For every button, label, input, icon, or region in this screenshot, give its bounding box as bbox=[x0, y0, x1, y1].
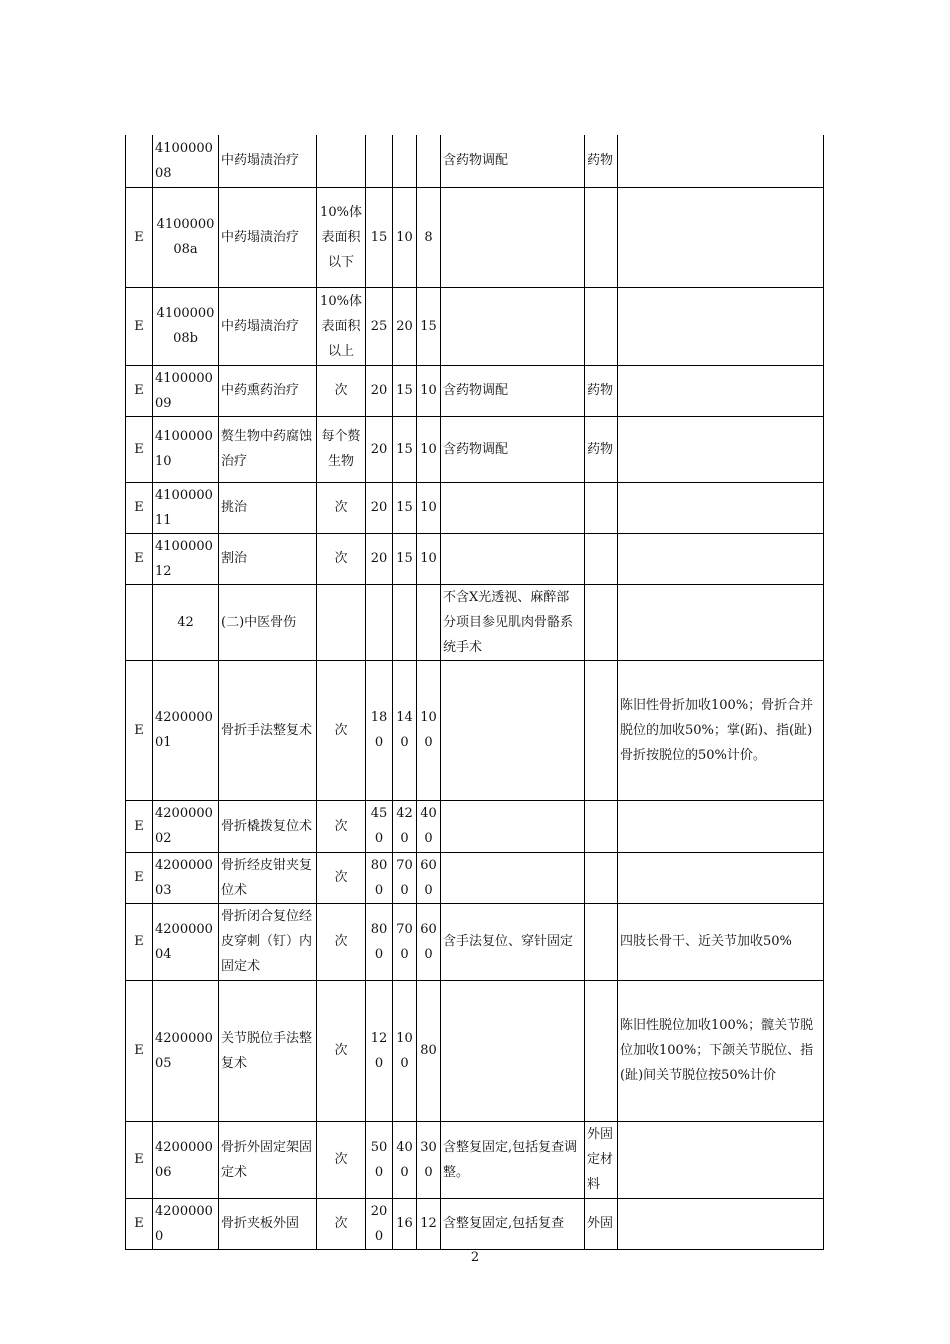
price-level2-cell: 400 bbox=[393, 1121, 417, 1198]
item-name-cell: 中药塌渍治疗 bbox=[219, 187, 317, 287]
price-level2-cell: 16 bbox=[393, 1198, 417, 1249]
price-level1-cell bbox=[366, 135, 393, 187]
note-cell bbox=[618, 800, 824, 852]
note-cell bbox=[618, 416, 824, 482]
price-level2-cell: 700 bbox=[393, 852, 417, 903]
price-level3-cell: 10 bbox=[417, 416, 441, 482]
excluded-content-cell: 外固定材料 bbox=[585, 1121, 618, 1198]
excluded-content-cell: 药物 bbox=[585, 416, 618, 482]
price-level1-cell: 800 bbox=[366, 903, 393, 980]
item-name-cell: 骨折夹板外固 bbox=[219, 1198, 317, 1249]
item-code-cell: 420000001 bbox=[153, 660, 219, 800]
category-cell: E bbox=[126, 903, 153, 980]
price-level3-cell: 80 bbox=[417, 980, 441, 1121]
content-cell: 含药物调配 bbox=[441, 365, 585, 416]
item-code-cell: 420000006 bbox=[153, 1121, 219, 1198]
price-level2-cell: 15 bbox=[393, 482, 417, 533]
item-name-cell: 骨折经皮钳夹复位术 bbox=[219, 852, 317, 903]
excluded-content-cell bbox=[585, 584, 618, 660]
excluded-content-cell bbox=[585, 852, 618, 903]
unit-cell: 次 bbox=[317, 365, 366, 416]
note-cell bbox=[618, 1121, 824, 1198]
item-code-cell: 420000003 bbox=[153, 852, 219, 903]
content-cell: 含整复固定,包括复查 bbox=[441, 1198, 585, 1249]
category-cell: E bbox=[126, 980, 153, 1121]
note-cell: 陈旧性骨折加收100%；骨折合并脱位的加收50%；掌(跖)、指(趾)骨折按脱位的50%计价。 bbox=[618, 660, 824, 800]
content-cell bbox=[441, 187, 585, 287]
excluded-content-cell bbox=[585, 533, 618, 584]
table-row bbox=[126, 533, 824, 584]
content-cell bbox=[441, 482, 585, 533]
price-level3-cell: 10 bbox=[417, 533, 441, 584]
category-cell: E bbox=[126, 416, 153, 482]
item-code-cell: 410000009 bbox=[153, 365, 219, 416]
price-level3-cell: 12 bbox=[417, 1198, 441, 1249]
category-cell: E bbox=[126, 287, 153, 365]
note-cell bbox=[618, 482, 824, 533]
category-cell: E bbox=[126, 660, 153, 800]
price-level3-cell: 15 bbox=[417, 287, 441, 365]
unit-cell: 次 bbox=[317, 800, 366, 852]
item-name-cell: 骨折外固定架固定术 bbox=[219, 1121, 317, 1198]
price-level1-cell: 20 bbox=[366, 416, 393, 482]
unit-cell: 次 bbox=[317, 980, 366, 1121]
category-cell: E bbox=[126, 482, 153, 533]
content-cell: 含手法复位、穿针固定 bbox=[441, 903, 585, 980]
price-level1-cell: 20 bbox=[366, 482, 393, 533]
excluded-content-cell bbox=[585, 287, 618, 365]
excluded-content-cell bbox=[585, 187, 618, 287]
price-level1-cell: 20 bbox=[366, 533, 393, 584]
category-cell: E bbox=[126, 533, 153, 584]
item-code-cell: 420000002 bbox=[153, 800, 219, 852]
note-cell bbox=[618, 187, 824, 287]
category-cell: E bbox=[126, 1198, 153, 1249]
excluded-content-cell bbox=[585, 980, 618, 1121]
item-name-cell: 关节脱位手法整复术 bbox=[219, 980, 317, 1121]
item-name-cell: 骨折手法整复术 bbox=[219, 660, 317, 800]
unit-cell: 10%体表面积以上 bbox=[317, 287, 366, 365]
price-level1-cell: 500 bbox=[366, 1121, 393, 1198]
price-level3-cell: 8 bbox=[417, 187, 441, 287]
item-code-cell: 420000005 bbox=[153, 980, 219, 1121]
content-cell bbox=[441, 800, 585, 852]
category-cell: E bbox=[126, 365, 153, 416]
item-code-cell: 410000008a bbox=[153, 187, 219, 287]
content-cell bbox=[441, 287, 585, 365]
item-name-cell: 割治 bbox=[219, 533, 317, 584]
price-level2-cell bbox=[393, 135, 417, 187]
item-code-cell: 420000004 bbox=[153, 903, 219, 980]
item-code-cell: 410000008 bbox=[153, 135, 219, 187]
unit-cell: 次 bbox=[317, 852, 366, 903]
category-cell: E bbox=[126, 800, 153, 852]
note-cell: 陈旧性脱位加收100%；髋关节脱位加收100%；下颌关节脱位、指(趾)间关节脱位按50%计价 bbox=[618, 980, 824, 1121]
item-code-cell: 42 bbox=[153, 584, 219, 660]
unit-cell: 次 bbox=[317, 533, 366, 584]
price-level1-cell: 120 bbox=[366, 980, 393, 1121]
item-code-cell: 410000008b bbox=[153, 287, 219, 365]
content-cell bbox=[441, 660, 585, 800]
item-name-cell: 挑治 bbox=[219, 482, 317, 533]
table-row bbox=[126, 980, 824, 1121]
note-cell bbox=[618, 365, 824, 416]
content-cell bbox=[441, 533, 585, 584]
table-row bbox=[126, 135, 824, 187]
price-level3-cell: 600 bbox=[417, 852, 441, 903]
content-cell: 含药物调配 bbox=[441, 135, 585, 187]
note-cell bbox=[618, 287, 824, 365]
content-cell bbox=[441, 852, 585, 903]
excluded-content-cell bbox=[585, 903, 618, 980]
page-number: 2 bbox=[470, 1250, 480, 1265]
category-cell: E bbox=[126, 852, 153, 903]
price-level2-cell: 15 bbox=[393, 416, 417, 482]
price-level1-cell: 180 bbox=[366, 660, 393, 800]
price-level2-cell: 700 bbox=[393, 903, 417, 980]
table-row bbox=[126, 416, 824, 482]
price-level3-cell bbox=[417, 584, 441, 660]
excluded-content-cell: 药物 bbox=[585, 365, 618, 416]
item-name-cell: 赘生物中药腐蚀治疗 bbox=[219, 416, 317, 482]
content-cell: 含整复固定,包括复查调整。 bbox=[441, 1121, 585, 1198]
price-level2-cell: 15 bbox=[393, 533, 417, 584]
fee-table-body bbox=[126, 135, 824, 1249]
price-level1-cell: 15 bbox=[366, 187, 393, 287]
price-level1-cell: 450 bbox=[366, 800, 393, 852]
unit-cell: 次 bbox=[317, 482, 366, 533]
category-cell bbox=[126, 584, 153, 660]
excluded-content-cell bbox=[585, 660, 618, 800]
category-cell bbox=[126, 135, 153, 187]
price-level3-cell: 100 bbox=[417, 660, 441, 800]
table-row bbox=[126, 187, 824, 287]
price-level2-cell: 20 bbox=[393, 287, 417, 365]
content-cell: 含药物调配 bbox=[441, 416, 585, 482]
price-level2-cell: 10 bbox=[393, 187, 417, 287]
content-cell bbox=[441, 980, 585, 1121]
table-row bbox=[126, 584, 824, 660]
note-cell bbox=[618, 135, 824, 187]
unit-cell: 次 bbox=[317, 660, 366, 800]
table-row bbox=[126, 1198, 824, 1249]
item-name-cell: 中药熏药治疗 bbox=[219, 365, 317, 416]
item-code-cell: 410000011 bbox=[153, 482, 219, 533]
price-level2-cell: 100 bbox=[393, 980, 417, 1121]
item-name-cell: 骨折闭合复位经皮穿刺（钉）内固定术 bbox=[219, 903, 317, 980]
price-level3-cell bbox=[417, 135, 441, 187]
excluded-content-cell: 药物 bbox=[585, 135, 618, 187]
note-cell bbox=[618, 852, 824, 903]
excluded-content-cell bbox=[585, 800, 618, 852]
price-level3-cell: 10 bbox=[417, 365, 441, 416]
note-cell bbox=[618, 584, 824, 660]
item-name-cell: 中药塌渍治疗 bbox=[219, 287, 317, 365]
table-row bbox=[126, 800, 824, 852]
table-row bbox=[126, 660, 824, 800]
item-code-cell: 410000010 bbox=[153, 416, 219, 482]
excluded-content-cell bbox=[585, 482, 618, 533]
price-level3-cell: 10 bbox=[417, 482, 441, 533]
table-row bbox=[126, 482, 824, 533]
excluded-content-cell: 外固 bbox=[585, 1198, 618, 1249]
item-name-cell: 中药塌渍治疗 bbox=[219, 135, 317, 187]
category-cell: E bbox=[126, 187, 153, 287]
price-level1-cell: 20 bbox=[366, 365, 393, 416]
item-name-cell: (二)中医骨伤 bbox=[219, 584, 317, 660]
item-code-cell: 42000000 bbox=[153, 1198, 219, 1249]
item-code-cell: 410000012 bbox=[153, 533, 219, 584]
price-level3-cell: 400 bbox=[417, 800, 441, 852]
price-level2-cell bbox=[393, 584, 417, 660]
note-cell bbox=[618, 533, 824, 584]
price-level1-cell bbox=[366, 584, 393, 660]
fee-table-wrapper bbox=[125, 135, 823, 1250]
note-cell: 四肢长骨干、近关节加收50% bbox=[618, 903, 824, 980]
item-name-cell: 骨折橇拨复位术 bbox=[219, 800, 317, 852]
price-level1-cell: 25 bbox=[366, 287, 393, 365]
unit-cell: 次 bbox=[317, 903, 366, 980]
price-level3-cell: 600 bbox=[417, 903, 441, 980]
unit-cell: 次 bbox=[317, 1198, 366, 1249]
unit-cell bbox=[317, 584, 366, 660]
price-level1-cell: 200 bbox=[366, 1198, 393, 1249]
price-level1-cell: 800 bbox=[366, 852, 393, 903]
category-cell: E bbox=[126, 1121, 153, 1198]
table-row bbox=[126, 903, 824, 980]
table-row bbox=[126, 1121, 824, 1198]
unit-cell bbox=[317, 135, 366, 187]
table-row bbox=[126, 287, 824, 365]
unit-cell: 每个赘生物 bbox=[317, 416, 366, 482]
price-level2-cell: 420 bbox=[393, 800, 417, 852]
unit-cell: 次 bbox=[317, 1121, 366, 1198]
price-level2-cell: 15 bbox=[393, 365, 417, 416]
unit-cell: 10%体表面积以下 bbox=[317, 187, 366, 287]
price-level2-cell: 140 bbox=[393, 660, 417, 800]
price-level3-cell: 300 bbox=[417, 1121, 441, 1198]
fee-table bbox=[125, 135, 824, 1250]
content-cell: 不含X光透视、麻醉部分项目参见肌肉骨骼系统手术 bbox=[441, 584, 585, 660]
note-cell bbox=[618, 1198, 824, 1249]
table-row bbox=[126, 365, 824, 416]
table-row bbox=[126, 852, 824, 903]
